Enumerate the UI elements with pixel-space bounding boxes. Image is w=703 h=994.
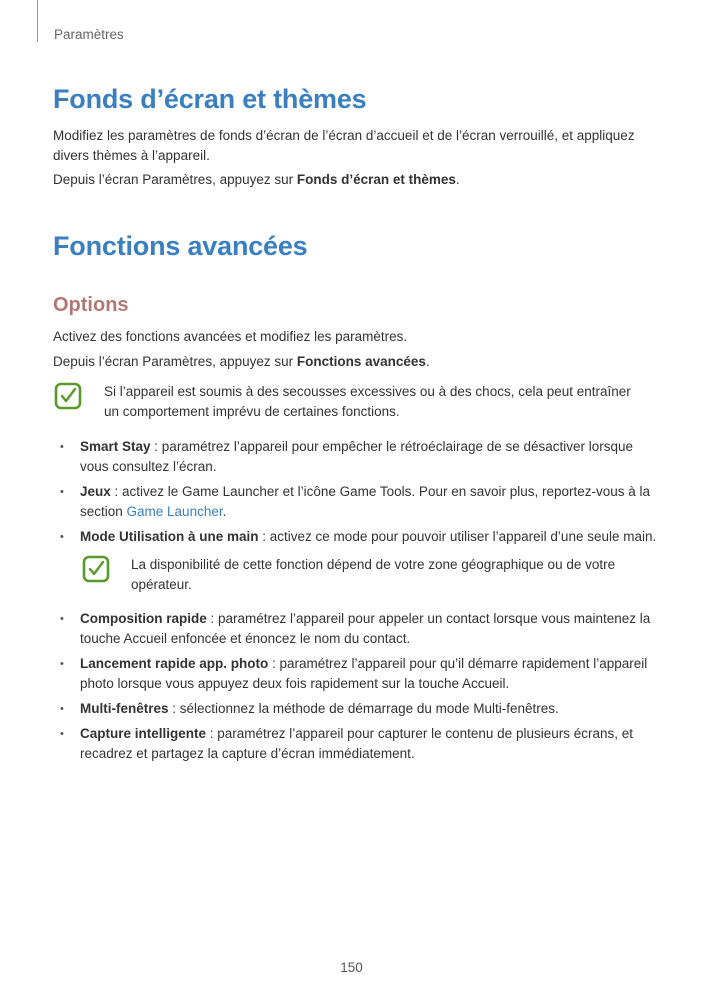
- options-title: Options: [53, 294, 129, 316]
- list-item: [60, 482, 660, 522]
- bullet-dot-icon: •: [60, 531, 64, 543]
- item-text: : paramétrez l’appareil pour empêcher le rétroéclairage de se désactiver lorsque vous consultez l’écran.: [80, 439, 634, 474]
- list-item: [60, 437, 660, 477]
- item-text: : activez le Game Launcher et l’icône Game Tools. Pour en savoir plus, reportez-vous à la section: [80, 484, 651, 519]
- item-text-after: .: [222, 504, 227, 519]
- list-item: [60, 654, 660, 694]
- wallpaper-nav-instruction: [53, 170, 653, 190]
- item-text: : sélectionnez la méthode de démarrage du mode Multi-fenêtres.: [168, 701, 559, 716]
- section-header: Paramètres: [54, 27, 124, 42]
- wallpaper-description: Modifiez les paramètres de fonds d’écran de l’écran d’accueil et de l’écran verrouillé, et appliquez divers thèmes à l’appareil.: [53, 128, 635, 163]
- item-term: Multi-fenêtres: [80, 701, 169, 716]
- item-term: Lancement rapide app. photo: [80, 656, 269, 671]
- wallpaper-title: Fonds d’écran et thèmes: [53, 84, 367, 114]
- feature-list-a: [60, 437, 660, 547]
- bullet-dot-icon: •: [60, 728, 64, 740]
- nav-prefix: Depuis l’écran Paramètres, appuyez sur: [53, 354, 297, 369]
- item-term: Smart Stay: [80, 439, 151, 454]
- advanced-nav-instruction: [53, 352, 653, 372]
- bullet-dot-icon: •: [60, 486, 64, 498]
- game-launcher-link[interactable]: Game Launcher: [126, 504, 223, 519]
- list-item: [60, 527, 660, 547]
- nav-suffix: .: [455, 172, 460, 187]
- item-term: Composition rapide: [80, 611, 207, 626]
- page-number: 150: [340, 960, 363, 975]
- nav-prefix: Depuis l’écran Paramètres, appuyez sur: [53, 172, 297, 187]
- corner-rule: [37, 0, 38, 42]
- nav-suffix: .: [425, 354, 430, 369]
- item-text: : paramétrez l’appareil pour capturer le contenu de plusieurs écrans, et recadrez et partagez la capture d’écran immédiatement.: [80, 726, 633, 761]
- item-term: Jeux: [80, 484, 111, 499]
- nav-target: Fonds d’écran et thèmes: [296, 172, 456, 187]
- list-item: [60, 609, 660, 649]
- caution-note: [54, 382, 654, 422]
- list-item: [60, 724, 660, 764]
- item-term: Mode Utilisation à une main: [80, 529, 259, 544]
- list-item: [60, 699, 660, 719]
- feature-list-b: [60, 609, 660, 764]
- item-term: Capture intelligente: [80, 726, 207, 741]
- bullet-dot-icon: •: [60, 658, 64, 670]
- advanced-description: Activez des fonctions avancées et modifiez les paramètres.: [53, 329, 408, 344]
- advanced-title: Fonctions avancées: [53, 231, 308, 261]
- availability-note: [82, 555, 652, 595]
- nav-target: Fonctions avancées: [296, 354, 426, 369]
- note-pencil-icon: [54, 382, 82, 410]
- bullet-dot-icon: •: [60, 613, 64, 625]
- caution-note-text: Si l’appareil est soumis à des secousses excessives ou à des chocs, cela peut entraîner un comportement imprévu de certaines fonctions.: [104, 384, 631, 419]
- item-text: : activez ce mode pour pouvoir utiliser l’appareil d’une seule main.: [258, 529, 657, 544]
- bullet-dot-icon: •: [60, 703, 64, 715]
- item-text: : paramétrez l’appareil pour qu’il démarre rapidement l’appareil photo lorsque vous appuyez deux fois rapidement sur la touche Accueil.: [80, 656, 648, 691]
- availability-note-text: La disponibilité de cette fonction dépend de votre zone géographique ou de votre opérateur.: [131, 557, 616, 592]
- bullet-dot-icon: •: [60, 441, 64, 453]
- note-pencil-icon: [82, 555, 110, 583]
- item-text: : paramétrez l’appareil pour appeler un contact lorsque vous maintenez la touche Accueil enfoncée et énoncez le nom du contact.: [80, 611, 651, 646]
